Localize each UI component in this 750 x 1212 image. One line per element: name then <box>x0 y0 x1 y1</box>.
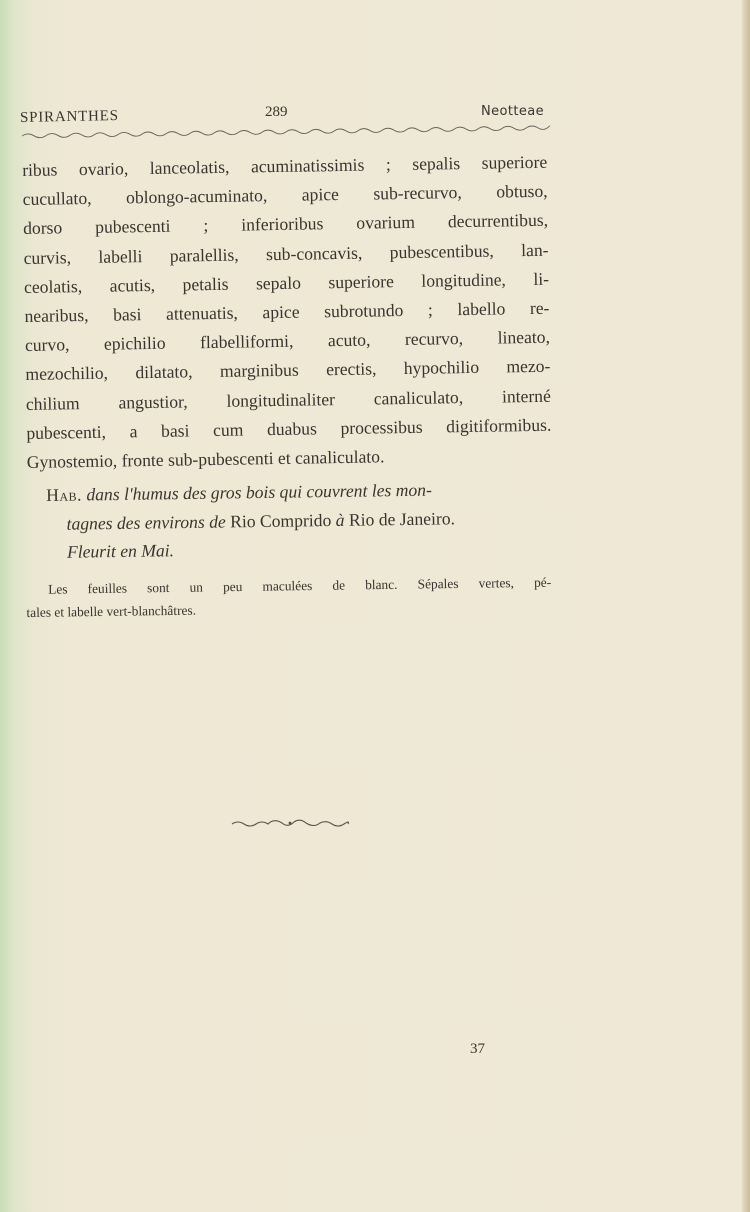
habitat-place-name: Rio Comprido <box>229 509 332 531</box>
description-line: ribus ovario, lanceolatis, acuminatissimis ; sepalis superiore <box>22 151 548 180</box>
running-head-genus: SPIRANTHES <box>19 107 119 126</box>
description-line: pubescenti, a basi cum duabus processibus digitiformibus. <box>26 414 552 443</box>
habitat-text-italic: tagnes des environs de <box>66 510 226 534</box>
signature-mark: 37 <box>470 1041 485 1057</box>
habitat-paragraph <box>46 474 555 567</box>
description-line: mezochilio, dilatato, marginibus erectis, hypochilio mezo- <box>25 356 551 385</box>
note-line: tales et labelle vert-blanchâtres. <box>26 602 197 620</box>
flowering-season: Fleurit en Mai. <box>66 540 175 562</box>
section-end-ornament <box>230 816 350 830</box>
description-line: dorso pubescenti ; inferioribus ovarium decurrentibus, <box>22 210 549 239</box>
page-binding-edge <box>742 0 750 1212</box>
note-line: Les feuilles sont un peu maculées de blanc. Sépales vertes, pé- <box>48 574 552 597</box>
habitat-place-name: Rio de Janeiro. <box>348 507 456 530</box>
species-description <box>22 148 552 477</box>
description-line: nearibus, basi attenuatis, apice subrotundo ; labello re- <box>24 297 550 326</box>
description-line: cucullato, oblongo-acuminato, apice sub-recurvo, obtuso, <box>22 180 548 210</box>
running-head-tribe: Neotteae <box>480 104 544 119</box>
description-line: curvis, labelli paralellis, sub-concavis, pubescentibus, lan- <box>23 239 549 268</box>
description-line: ceolatis, acutis, petalis sepalo superiore longitudine, li- <box>23 268 550 297</box>
habitat-text-italic: dans l'humus des gros bois qui couvrent les mon- <box>86 479 433 505</box>
running-head-page-number: 289 <box>265 104 288 120</box>
description-line: Gynostemio, fronte sub-pubescenti et canaliculato. <box>26 446 385 472</box>
habitat-text-italic: à <box>335 509 345 530</box>
description-line: curvo, epichilio flabelliformi, acuto, recurvo, lineato, <box>24 326 551 356</box>
descriptive-note <box>26 571 552 624</box>
habitat-label: Hab. <box>46 484 83 505</box>
description-line: chilium angustior, longitudinaliter canaliculato, interné <box>25 385 551 414</box>
